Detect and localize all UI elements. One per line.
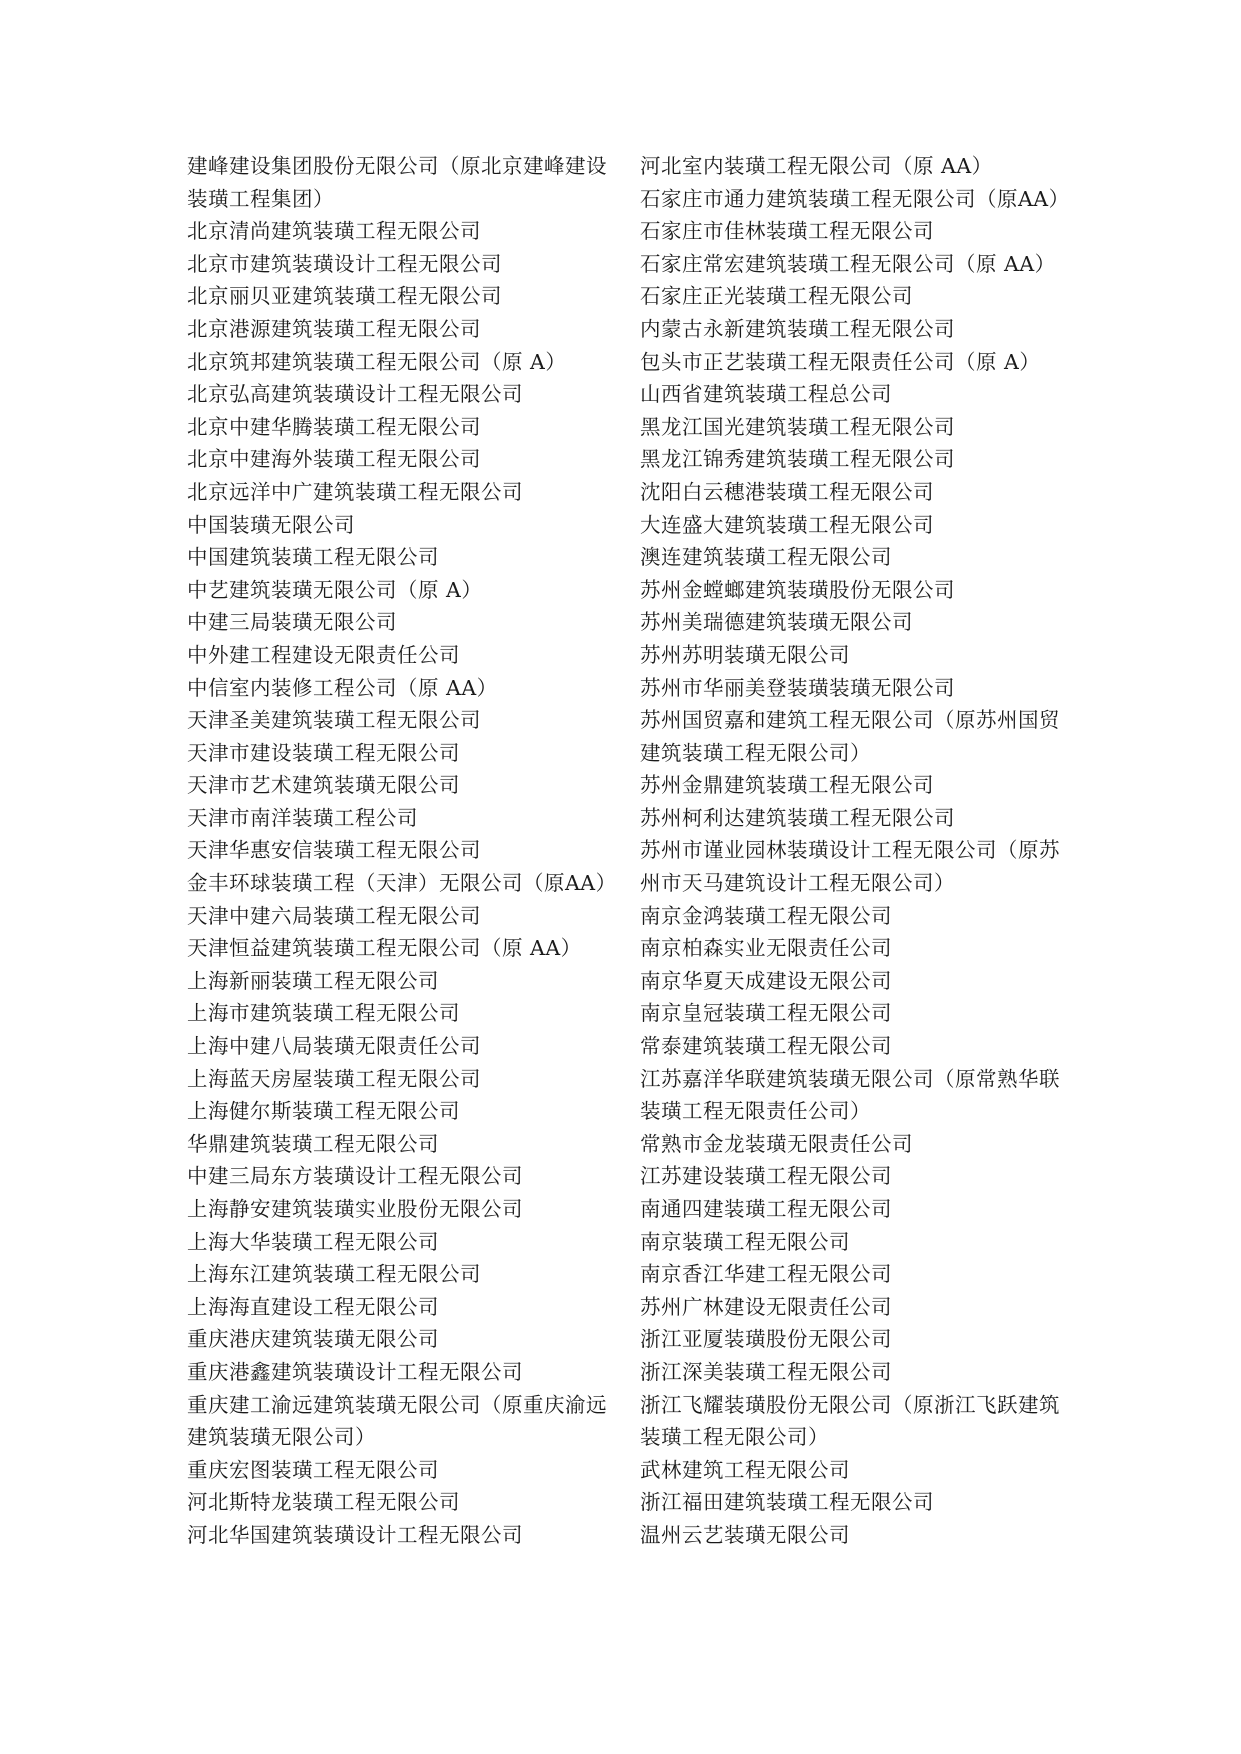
list-item: 重庆宏图装璜工程无限公司 xyxy=(187,1457,439,1482)
list-item: 苏州金鼎建筑装璜工程无限公司 xyxy=(640,773,934,798)
list-item: 苏州市谨业园林装璜设计工程无限公司（原苏州市天马建筑设计工程无限公司） xyxy=(640,838,1060,896)
list-item: 中国装璜无限公司 xyxy=(187,512,355,537)
list-item: 苏州美瑞德建筑装璜无限公司 xyxy=(640,610,913,635)
list-item: 中国建筑装璜工程无限公司 xyxy=(187,545,439,570)
list-item: 江苏建设装璜工程无限公司 xyxy=(640,1164,892,1189)
list-item: 浙江亚厦装璜股份无限公司 xyxy=(640,1327,892,1352)
list-item: 河北室内装璜工程无限公司（原 AA） xyxy=(640,154,993,178)
list-item: 北京市建筑装璜设计工程无限公司 xyxy=(187,251,502,276)
list-item: 山西省建筑装璜工程总公司 xyxy=(640,382,892,407)
list-item: 浙江飞耀装璜股份无限公司（原浙江飞跃建筑装璜工程无限公司） xyxy=(640,1392,1060,1450)
list-item: 北京港源建筑装璜工程无限公司 xyxy=(187,316,481,341)
list-item: 上海蓝天房屋装璜工程无限公司 xyxy=(187,1066,481,1091)
list-item: 天津市建设装璜工程无限公司 xyxy=(187,740,460,765)
list-item: 重庆建工渝远建筑装璜无限公司（原重庆渝远建筑装璜无限公司） xyxy=(187,1392,607,1450)
list-item: 北京丽贝亚建筑装璜工程无限公司 xyxy=(187,284,502,309)
list-item: 上海中建八局装璜无限责任公司 xyxy=(187,1034,481,1059)
company-list-right xyxy=(640,150,1070,1552)
list-item: 北京中建华腾装璜工程无限公司 xyxy=(187,414,481,439)
list-item: 上海静安建筑装璜实业股份无限公司 xyxy=(187,1197,523,1221)
list-item: 上海新丽装璜工程无限公司 xyxy=(187,968,439,993)
list-item: 常泰建筑装璜工程无限公司 xyxy=(640,1034,892,1059)
list-item: 天津中建六局装璜工程无限公司 xyxy=(187,903,481,928)
list-item: 南京柏森实业无限责任公司 xyxy=(640,936,892,961)
list-item: 重庆港鑫建筑装璜设计工程无限公司 xyxy=(187,1359,523,1384)
list-item: 苏州金螳螂建筑装璜股份无限公司 xyxy=(640,577,955,602)
list-item: 南京装璜工程无限公司 xyxy=(640,1229,850,1254)
list-item: 浙江福田建筑装璜工程无限公司 xyxy=(640,1490,934,1515)
list-item: 内蒙古永新建筑装璜工程无限公司 xyxy=(640,316,955,341)
list-item: 上海东江建筑装璜工程无限公司 xyxy=(187,1262,481,1287)
list-item: 重庆港庆建筑装璜无限公司 xyxy=(187,1327,439,1352)
company-list-left xyxy=(187,150,617,1552)
list-item: 中外建工程建设无限责任公司 xyxy=(187,642,460,667)
list-item: 天津市艺术建筑装璜无限公司 xyxy=(187,773,460,798)
list-item: 浙江深美装璜工程无限公司 xyxy=(640,1359,892,1384)
list-item: 天津华惠安信装璜工程无限公司 xyxy=(187,838,481,863)
list-item: 包头市正艺装璜工程无限责任公司（原 A） xyxy=(640,349,1041,374)
list-item: 金丰环球装璜工程（天津）无限公司（原AA） xyxy=(187,871,617,896)
list-item: 温州云艺装璜无限公司 xyxy=(640,1522,850,1547)
list-item: 华鼎建筑装璜工程无限公司 xyxy=(187,1131,439,1156)
list-item: 沈阳白云穗港装璜工程无限公司 xyxy=(640,479,934,504)
list-item: 中信室内装修工程公司（原 AA） xyxy=(187,675,498,700)
list-item: 南通四建装璜工程无限公司 xyxy=(640,1197,892,1221)
list-item: 苏州市华丽美登装璜装璜无限公司 xyxy=(640,675,955,700)
list-item: 常熟市金龙装璜无限责任公司 xyxy=(640,1131,913,1156)
list-item: 建峰建设集团股份无限公司（原北京建峰建设装璜工程集团） xyxy=(187,154,607,211)
list-item: 北京清尚建筑装璜工程无限公司 xyxy=(187,219,481,244)
list-item: 上海大华装璜工程无限公司 xyxy=(187,1229,439,1254)
list-item: 中艺建筑装璜无限公司（原 A） xyxy=(187,577,483,602)
list-item: 苏州广林建设无限责任公司 xyxy=(640,1294,892,1319)
list-item: 石家庄正光装璜工程无限公司 xyxy=(640,284,913,309)
list-item: 北京中建海外装璜工程无限公司 xyxy=(187,447,481,472)
list-item: 天津圣美建筑装璜工程无限公司 xyxy=(187,708,481,733)
list-item: 上海海直建设工程无限公司 xyxy=(187,1294,439,1319)
list-item: 大连盛大建筑装璜工程无限公司 xyxy=(640,512,934,537)
list-item: 苏州国贸嘉和建筑工程无限公司（原苏州国贸建筑装璜工程无限公司） xyxy=(640,708,1060,765)
list-item: 苏州苏明装璜无限公司 xyxy=(640,642,850,667)
list-item: 北京筑邦建筑装璜工程无限公司（原 A） xyxy=(187,349,567,374)
list-item: 河北华国建筑装璜设计工程无限公司 xyxy=(187,1522,523,1547)
list-item: 北京弘高建筑装璜设计工程无限公司 xyxy=(187,382,523,407)
list-item: 北京远洋中广建筑装璜工程无限公司 xyxy=(187,479,523,504)
list-item: 南京金鸿装璜工程无限公司 xyxy=(640,903,892,928)
list-item: 南京香江华建工程无限公司 xyxy=(640,1262,892,1287)
list-item: 南京皇冠装璜工程无限公司 xyxy=(640,1001,892,1026)
list-item: 中建三局东方装璜设计工程无限公司 xyxy=(187,1164,523,1189)
list-item: 江苏嘉洋华联建筑装璜无限公司（原常熟华联装璜工程无限责任公司） xyxy=(640,1066,1060,1124)
list-item: 黑龙江锦秀建筑装璜工程无限公司 xyxy=(640,447,955,472)
list-item: 上海市建筑装璜工程无限公司 xyxy=(187,1001,460,1026)
list-item: 石家庄市佳林装璜工程无限公司 xyxy=(640,219,934,244)
list-item: 中建三局装璜无限公司 xyxy=(187,610,397,635)
list-item: 南京华夏天成建设无限公司 xyxy=(640,968,892,993)
list-item: 澳连建筑装璜工程无限公司 xyxy=(640,545,892,570)
list-item: 黑龙江国光建筑装璜工程无限公司 xyxy=(640,414,955,439)
list-item: 武林建筑工程无限公司 xyxy=(640,1457,850,1482)
list-item: 河北斯特龙装璜工程无限公司 xyxy=(187,1490,460,1515)
list-item: 天津恒益建筑装璜工程无限公司（原 AA） xyxy=(187,936,582,961)
list-item: 石家庄常宏建筑装璜工程无限公司（原 AA） xyxy=(640,251,1056,276)
list-item: 苏州柯利达建筑装璜工程无限公司 xyxy=(640,805,955,830)
list-item: 天津市南洋装璜工程公司 xyxy=(187,805,418,830)
list-item: 石家庄市通力建筑装璜工程无限公司（原AA） xyxy=(640,186,1070,211)
list-item: 上海健尔斯装璜工程无限公司 xyxy=(187,1099,460,1124)
